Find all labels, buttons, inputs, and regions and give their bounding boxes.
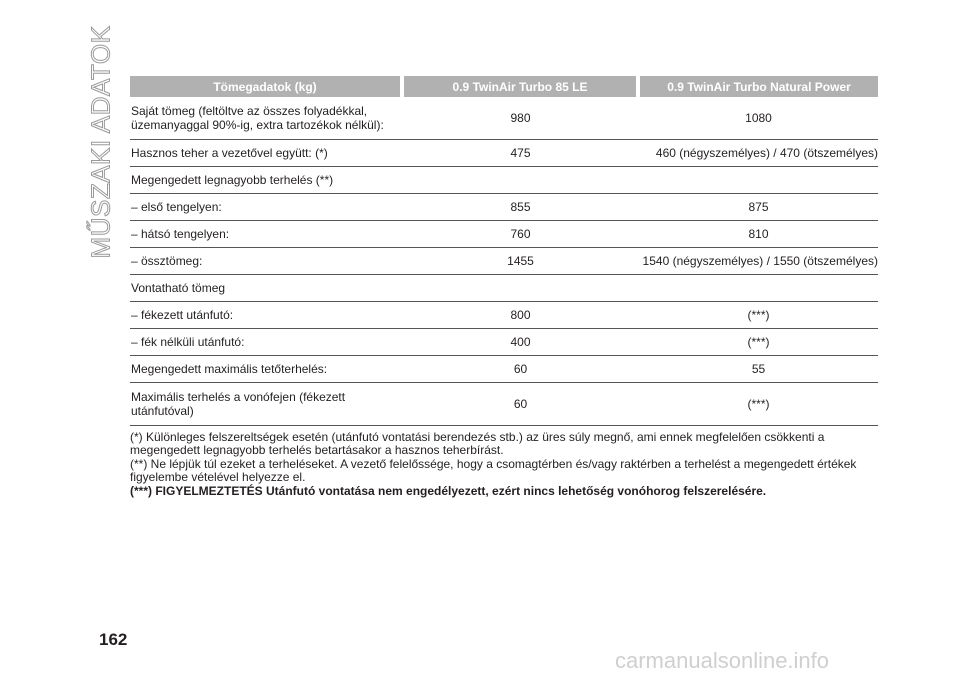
value-85le: 400: [402, 328, 638, 355]
row-label: – össztömeg:: [130, 247, 402, 274]
table-row: [130, 220, 878, 247]
value-85le: 855: [402, 193, 638, 220]
table-row: [130, 301, 878, 328]
row-label: Maximális terhelés a vonófejen (fékezett utánfutóval): [130, 382, 402, 425]
value-85le: 60: [402, 382, 638, 425]
table-row: [130, 355, 878, 382]
value-natural-power: (***): [638, 301, 878, 328]
table-row: [130, 274, 878, 301]
row-label: Megengedett maximális tetőterhelés:: [130, 355, 402, 382]
footnotes: [130, 431, 878, 499]
section-side-title-text: MŰSZAKI ADATOK: [85, 25, 116, 259]
table-row: [130, 166, 878, 193]
header-mass-data: Tömegadatok (kg): [130, 76, 402, 97]
table-row: [130, 247, 878, 274]
value-85le: [402, 166, 638, 193]
value-natural-power: 1540 (négyszemélyes) / 1550 (ötszemélyes): [638, 247, 878, 274]
section-side-title: [84, 25, 118, 259]
row-label: Vontatható tömeg: [130, 274, 402, 301]
row-label: – fék nélküli utánfutó:: [130, 328, 402, 355]
watermark: carmanualsonline.info: [615, 648, 830, 673]
row-label: – első tengelyen:: [130, 193, 402, 220]
value-natural-power: (***): [638, 382, 878, 425]
value-85le: 760: [402, 220, 638, 247]
header-natural-power: 0.9 TwinAir Turbo Natural Power: [638, 76, 878, 97]
table-header-row: [130, 76, 878, 97]
row-label: Megengedett legnagyobb terhelés (**): [130, 166, 402, 193]
value-natural-power: (***): [638, 328, 878, 355]
page-number: 162: [99, 630, 128, 649]
table-row: [130, 328, 878, 355]
value-natural-power: [638, 166, 878, 193]
value-natural-power: 55: [638, 355, 878, 382]
value-85le: 60: [402, 355, 638, 382]
footnote-3-warning: (***) FIGYELMEZTETÉS Utánfutó vontatása nem engedélyezett, ezért nincs lehetőség vonóhorog felszerelésére.: [130, 484, 767, 498]
value-85le: 980: [402, 97, 638, 139]
table-row: [130, 382, 878, 425]
value-natural-power: 810: [638, 220, 878, 247]
value-natural-power: 460 (négyszemélyes) / 470 (ötszemélyes): [638, 139, 878, 166]
value-natural-power: [638, 274, 878, 301]
row-label: – fékezett utánfutó:: [130, 301, 402, 328]
table-row: [130, 139, 878, 166]
footnote-1: (*) Különleges felszereltségek esetén (utánfutó vontatási berendezés stb.) az üres súly megnő, ami ennek megfelelően csökkenti a megengedett legnagyobb terhelés betartásakor a hasznos teherbírást.: [130, 430, 825, 457]
table-row: [130, 193, 878, 220]
row-label: Saját tömeg (feltöltve az összes folyadékkal, üzemanyaggal 90%-ig, extra tartozékok nélkül):: [130, 97, 402, 139]
value-85le: 475: [402, 139, 638, 166]
value-85le: [402, 274, 638, 301]
footnote-2: (**) Ne lépjük túl ezeket a terheléseket. A vezető felelőssége, hogy a csomagtérben és/vagy raktérben a terhelést a megengedett értékek figyelembe vételével helyezze el.: [130, 457, 857, 484]
table-row: [130, 97, 878, 139]
value-85le: 1455: [402, 247, 638, 274]
row-label: – hátsó tengelyen:: [130, 220, 402, 247]
value-natural-power: 875: [638, 193, 878, 220]
value-natural-power: 1080: [638, 97, 878, 139]
header-85le: 0.9 TwinAir Turbo 85 LE: [402, 76, 638, 97]
mass-data-table: [130, 76, 878, 426]
value-85le: 800: [402, 301, 638, 328]
row-label: Hasznos teher a vezetővel együtt: (*): [130, 139, 402, 166]
